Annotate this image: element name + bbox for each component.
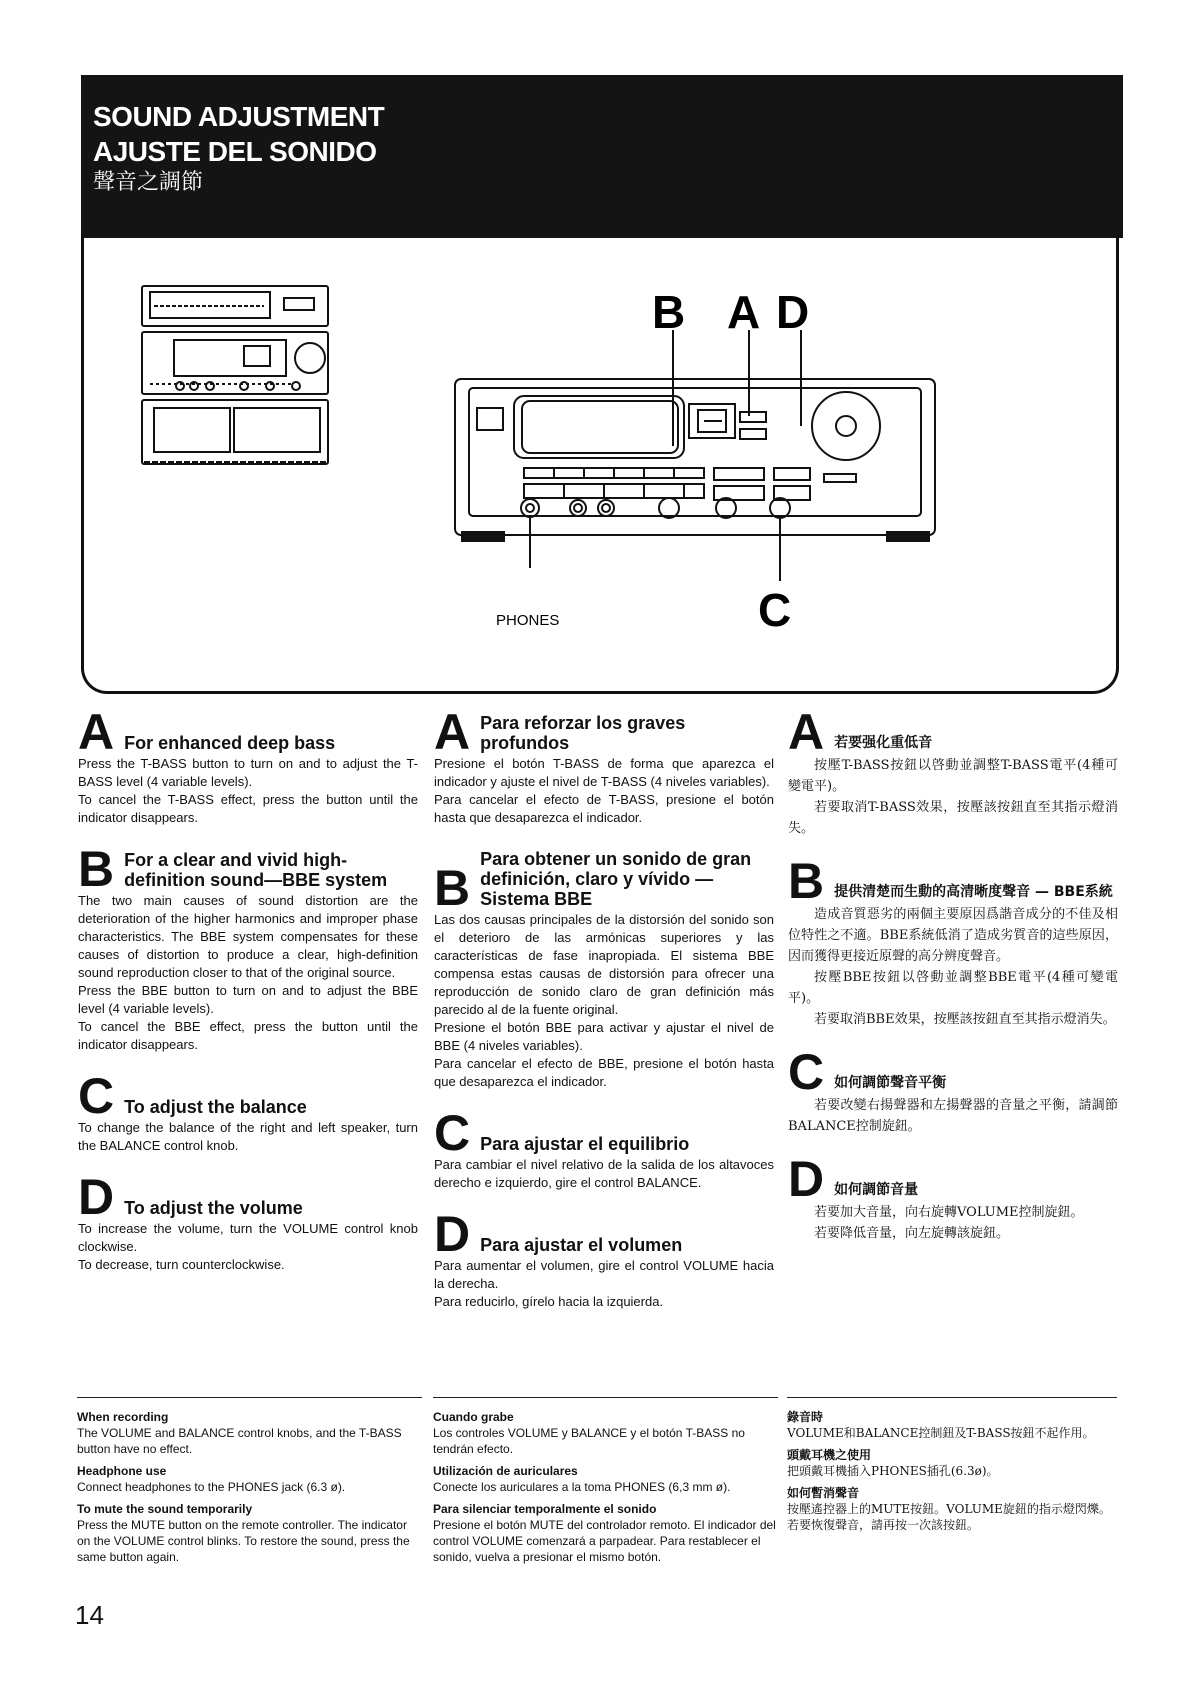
- section-title: Para obtener un sonido de gran definición, claro y vívido —Sistema BBE: [480, 849, 752, 909]
- section-title: For enhanced deep bass: [124, 733, 336, 753]
- section-letter: D: [788, 1151, 825, 1207]
- section-title: To adjust the volume: [124, 1198, 303, 1218]
- section-paragraph: 若要降低音量，向左旋轉該旋鈕。: [814, 1226, 1010, 1241]
- label-phones: PHONES: [496, 612, 560, 629]
- divider: [77, 1397, 422, 1398]
- note-heading: 錄音時: [787, 1410, 824, 1424]
- label-c: C: [758, 584, 792, 636]
- section-paragraph: 按壓T-BASS按鈕以啓動並調整T-BASS電平(4種可變電平)。: [788, 758, 1118, 794]
- section-body: Las dos causas principales de la distorsión del sonido son el deterioro de las armónicas superiores y las características de fase inapropiada. El sistema BBE compensa estas causas de distorsión para ofrecer una reproducción de sonido claro de gran definición más parecido al de la fuente original. Presione el botón BBE para activar y ajustar el nivel de BBE (4 niveles variables). Para cancelar el efecto de BBE, presione el botón hasta que desaparezca el indicador.: [434, 912, 774, 1089]
- notes-spanish: [433, 1403, 778, 1565]
- section-letter: D: [78, 1169, 115, 1225]
- label-a: A: [727, 286, 761, 338]
- section-a-es: [434, 704, 774, 827]
- section-b-en: [78, 841, 418, 1054]
- section-title: 如何調節聲音平衡: [834, 1075, 947, 1091]
- section-letter: C: [78, 1068, 115, 1124]
- note-body: The VOLUME and BALANCE control knobs, and the T-BASS button have no effect.: [77, 1426, 402, 1456]
- section-letter: A: [434, 704, 471, 760]
- notes-english: [77, 1403, 422, 1565]
- leader-lines: [530, 330, 801, 581]
- section-paragraph: 按壓BBE按鈕以啓動並調整BBE電平(4種可變電平)。: [788, 970, 1118, 1006]
- section-a-zh: [788, 704, 1118, 839]
- diagram-frame: [81, 236, 1119, 694]
- section-letter: C: [788, 1044, 825, 1100]
- divider: [787, 1397, 1117, 1398]
- section-paragraph: 若要改變右揚聲器和左揚聲器的音量之平衡，請調節BALANCE控制旋鈕。: [788, 1098, 1118, 1134]
- note-heading: Cuando grabe: [433, 1410, 514, 1424]
- note-body: Conecte los auriculares a la toma PHONES (6,3 mm ø).: [433, 1480, 731, 1494]
- section-d-en: [78, 1169, 418, 1274]
- page-title-spanish: AJUSTE DEL SONIDO: [93, 136, 377, 167]
- section-c-zh: [788, 1044, 1118, 1137]
- section-body: To change the balance of the right and left speaker, turn the BALANCE control knob.: [78, 1120, 418, 1153]
- note-heading: Para silenciar temporalmente el sonido: [433, 1502, 657, 1516]
- divider: [433, 1397, 778, 1398]
- section-b-es: [434, 849, 774, 1091]
- note-body: Press the MUTE button on the remote controller. The indicator on the VOLUME control blinks. To restore the sound, press the same button again.: [77, 1518, 410, 1564]
- label-d: D: [776, 286, 810, 338]
- section-b-zh: [788, 853, 1118, 1030]
- section-c-en: [78, 1068, 418, 1155]
- note-heading: 頭戴耳機之使用: [787, 1448, 872, 1462]
- section-body: Press the T-BASS button to turn on and to adjust the T-BASS level (4 variable levels). To cancel the T-BASS effect, press the button until the indicator disappears.: [78, 756, 418, 825]
- section-body: The two main causes of sound distortion are the deterioration of the higher harmonics and improper phase characteristics. The BBE system compensates for these causes of distortion to produce a clear, high-definition sound reproduction closer to that of the original source. Press the BBE button to turn on and to adjust the BBE level (4 variable levels). To cancel the BBE effect, press the button until the indicator disappears.: [78, 893, 418, 1052]
- section-a-en: [78, 704, 418, 827]
- note-body: VOLUME和BALANCE控制鈕及T-BASS按鈕不起作用。: [787, 1426, 1095, 1440]
- chinese-column: [788, 704, 1118, 1266]
- note-heading: When recording: [77, 1410, 169, 1424]
- note-body: Los controles VOLUME y BALANCE y el botón T-BASS no tendrán efecto.: [433, 1426, 745, 1456]
- spanish-column: [434, 704, 774, 1333]
- section-title: Para ajustar el equilibrio: [480, 1134, 690, 1154]
- section-body: Presione el botón T-BASS de forma que aparezca el indicador y ajuste el nivel de T-BASS (4 niveles variables). Para cancelar el efecto de T-BASS, presione el botón hasta que desaparezca el indicador.: [434, 756, 774, 825]
- note-heading: 如何暫消聲音: [787, 1486, 860, 1500]
- section-body: To increase the volume, turn the VOLUME control knob clockwise. To decrease, turn counterclockwise.: [78, 1221, 418, 1272]
- section-body: Para aumentar el volumen, gire el control VOLUME hacia la derecha. Para reducirlo, gírelo hacia la izquierda.: [434, 1258, 774, 1309]
- note-body: 把頭戴耳機插入PHONES插孔(6.3ø)。: [787, 1464, 999, 1478]
- section-title: 提供清楚而生動的高清晰度聲音 — BBE系統: [834, 884, 1113, 900]
- page-title-chinese: 聲音之調節: [93, 170, 204, 195]
- section-title: Para reforzar los graves profundos: [480, 713, 686, 753]
- section-letter: C: [434, 1105, 471, 1161]
- section-letter: B: [434, 860, 471, 916]
- section-title: Para ajustar el volumen: [480, 1235, 683, 1255]
- note-heading: To mute the sound temporarily: [77, 1502, 253, 1516]
- section-title: To adjust the balance: [124, 1097, 307, 1117]
- note-heading: Headphone use: [77, 1464, 167, 1478]
- section-d-zh: [788, 1151, 1118, 1244]
- stereo-system-icon: [142, 286, 328, 464]
- section-title: 若要强化重低音: [834, 735, 933, 751]
- section-c-es: [434, 1105, 774, 1192]
- english-column: [78, 704, 418, 1296]
- receiver-panel: [455, 379, 935, 541]
- section-letter: B: [78, 841, 115, 897]
- note-body: Connect headphones to the PHONES jack (6.3 ø).: [77, 1480, 346, 1494]
- note-heading: Utilización de auriculares: [433, 1464, 578, 1478]
- section-paragraph: 造成音質惡劣的兩個主要原因爲諧音成分的不佳及相位特性之不適。BBE系統低消了造成劣質音的這些原因，因而獲得更接近原聲的高分辨度聲音。: [788, 907, 1118, 964]
- note-body: 按壓遙控器上的MUTE按鈕。VOLUME旋鈕的指示燈閃爍。若要恢復聲音，請再按一次該按鈕。: [787, 1502, 1111, 1532]
- note-body: Presione el botón MUTE del controlador remoto. El indicador del control VOLUME comenzará a parpadear. Para restablecer el sonido, vuelva a presionar el mismo botón.: [433, 1518, 776, 1564]
- section-body: Para cambiar el nivel relativo de la salida de los altavoces derecho e izquierdo, gire el control BALANCE.: [434, 1157, 774, 1190]
- section-letter: D: [434, 1206, 471, 1262]
- section-letter: A: [788, 704, 825, 760]
- section-paragraph: 若要取消BBE效果，按壓該按鈕直至其指示燈消失。: [814, 1012, 1116, 1027]
- page-number: 14: [75, 1600, 104, 1630]
- stereo-diagram: [84, 236, 1116, 691]
- section-letter: A: [78, 704, 115, 760]
- section-paragraph: 若要取消T-BASS效果，按壓該按鈕直至其指示燈消失。: [788, 800, 1118, 836]
- section-d-es: [434, 1206, 774, 1311]
- section-paragraph: 若要加大音量，向右旋轉VOLUME控制旋鈕。: [814, 1205, 1084, 1220]
- section-title: For a clear and vivid high-definition sound—BBE system: [124, 850, 388, 890]
- header-bar: [81, 75, 1123, 238]
- section-title: 如何調節音量: [834, 1182, 919, 1198]
- page-title-english: SOUND ADJUSTMENT: [93, 101, 385, 132]
- section-letter: B: [788, 853, 825, 909]
- label-b: B: [652, 286, 686, 338]
- notes-chinese: [787, 1403, 1117, 1533]
